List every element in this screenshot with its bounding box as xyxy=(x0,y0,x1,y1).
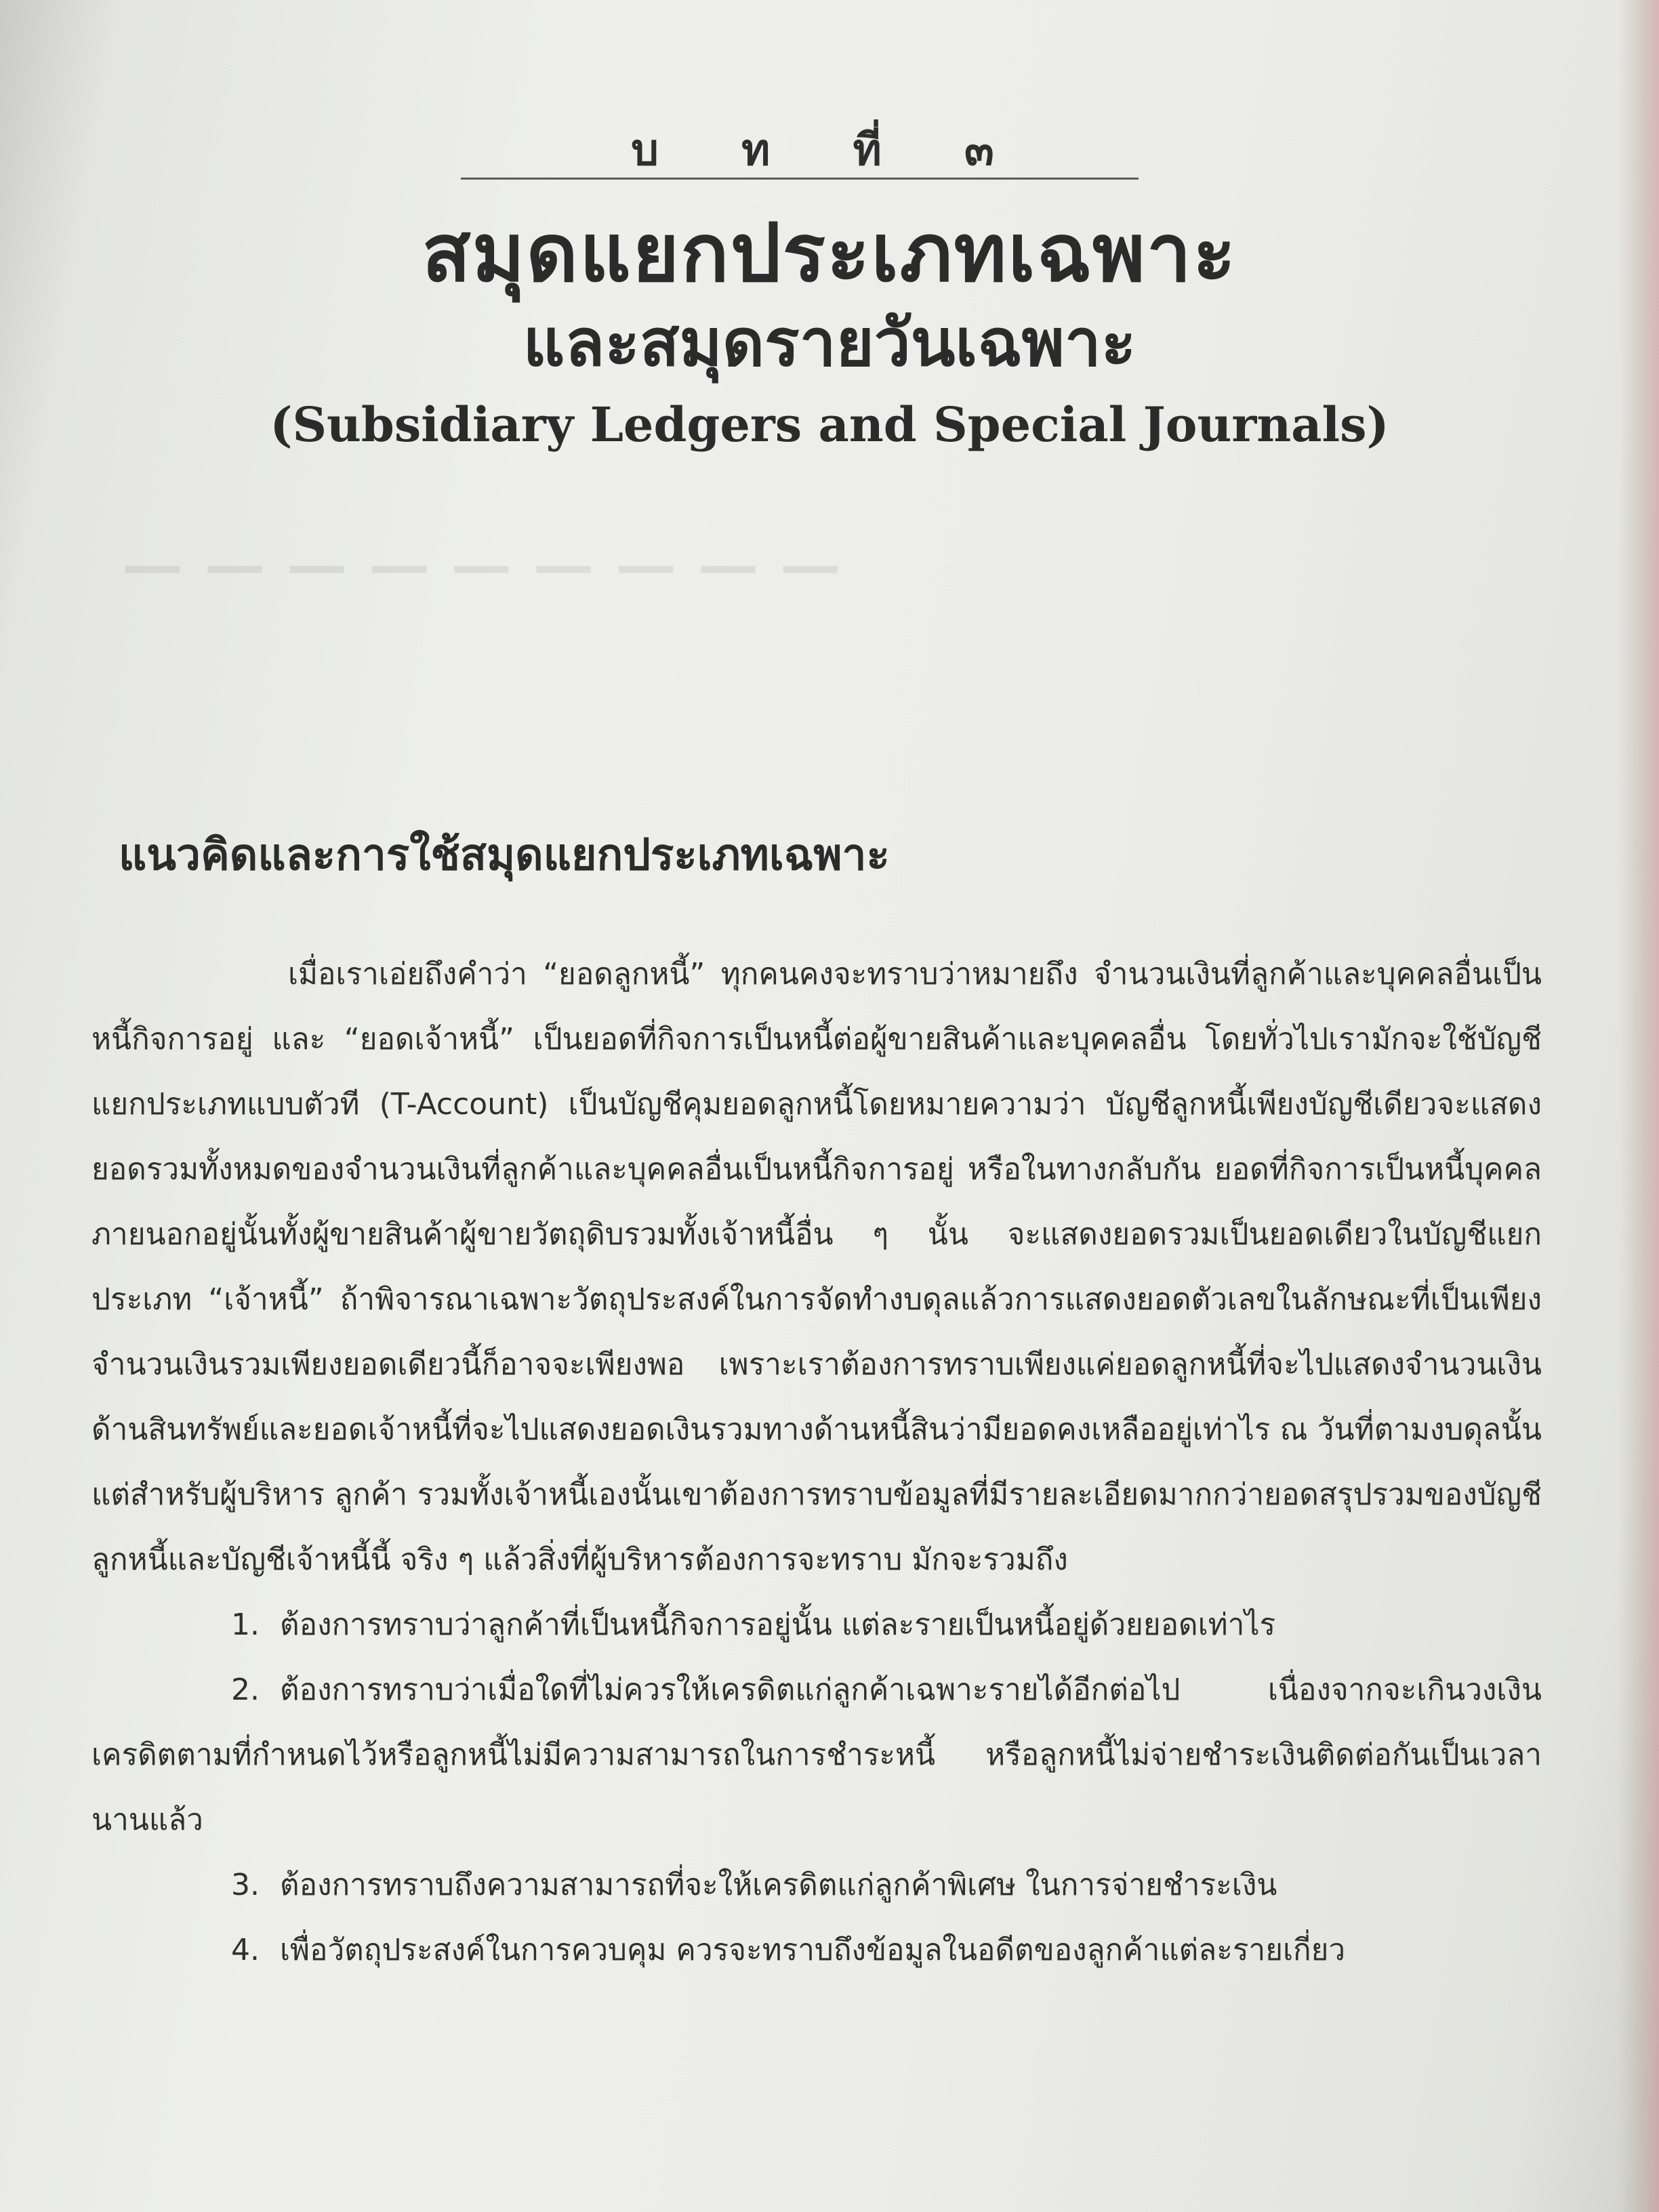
chapter-title-english: (Subsidiary Ledgers and Special Journals) xyxy=(270,396,1389,453)
body-paragraph: เมื่อเราเอ่ยถึงคำว่า “ยอดลูกหนี้” ทุกคนคงจะทราบว่าหมายถึง จำนวนเงินที่ลูกค้าและบุคคลอื่นเป็นหนี้กิจการอยู่ และ “ยอดเจ้าหนี้” เป็นยอดที่กิจการเป็นหนี้ต่อผู้ขายสินค้าและบุคคลอื่น โดยทั่วไปเรามักจะใช้บัญชีแยกประเภทแบบตัวที (T-Account) เป็นบัญชีคุมยอดลูกหนี้โดยหมายความว่า บัญชีลูกหนี้เพียงบัญชีเดียวจะแสดงยอดรวมทั้งหมดของจำนวนเงินที่ลูกค้าและบุคคลอื่นเป็นหนี้กิจการอยู่ หรือในทางกลับกัน ยอดที่กิจการเป็นหนี้บุคคลภายนอกอยู่นั้นทั้งผู้ขายสินค้าผู้ขายวัตถุดิบรวมทั้งเจ้าหนี้อื่น ๆ นั้น จะแสดงยอดรวมเป็นยอดเดียวในบัญชีแยกประเภท “เจ้าหนี้” ถ้าพิจารณาเฉพาะวัตถุประสงค์ในการจัดทำงบดุลแล้วการแสดงยอดตัวเลขในลักษณะที่เป็นเพียงจำนวนเงินรวมเพียงยอดเดียวนี้ก็อาจจะเพียงพอ เพราะเราต้องการทราบเพียงแค่ยอดลูกหนี้ที่จะไปแสดงจำนวนเงินด้านสินทรัพย์และยอดเจ้าหนี้ที่จะไปแสดงยอดเงินรวมทางด้านหนี้สินว่ามียอดคงเหลืออยู่เท่าไร ณ วันที่ตามงบดุลนั้น แต่สำหรับผู้บริหาร ลูกค้า รวมทั้งเจ้าหนี้เองนั้นเขาต้องการทราบข้อมูลที่มีรายละเอียดมากกว่ายอดสรุปรวมของบัญชีลูกหนี้และบัญชีเจ้าหนี้นี้ จริง ๆ แล้วสิ่งที่ผู้บริหารต้องการจะทราบ มักจะรวมถึง xyxy=(91,957,1542,1577)
list-number: 1. xyxy=(231,1607,260,1642)
list-item xyxy=(91,1593,1542,1658)
numbered-list xyxy=(91,1593,1542,1983)
list-number: 4. xyxy=(231,1933,260,1967)
body-text xyxy=(91,942,1542,1983)
show-through-heading: — — — — — — — — — xyxy=(122,529,841,600)
list-item xyxy=(91,1853,1542,1918)
section-heading: แนวคิดและการใช้สมุดแยกประเภทเฉพาะ xyxy=(119,830,890,880)
chapter-rule xyxy=(461,178,1139,180)
list-text: ต้องการทราบว่าเมื่อใดที่ไม่ควรให้เครดิตแก่ลูกค้าเฉพาะรายได้อีกต่อไป เนื่องจากจะเกินวงเงินเครดิตตามที่กำหนดไว้หรือลูกหนี้ไม่มีความสามารถในการชำระหนี้ หรือลูกหนี้ไม่จ่ายชำระเงินติดต่อกันเป็นเวลานานแล้ว xyxy=(91,1673,1542,1837)
list-text: เพื่อวัตถุประสงค์ในการควบคุม ควรจะทราบถึงข้อมูลในอดีตของลูกค้าแต่ละรายเกี่ยว xyxy=(280,1933,1346,1967)
chapter-title-line1: สมุดแยกประเภทเฉพาะ xyxy=(422,205,1237,300)
chapter-title-line2: และสมุดรายวันเฉพาะ xyxy=(523,304,1136,381)
list-text: ต้องการทราบว่าลูกค้าที่เป็นหนี้กิจการอยู่นั้น แต่ละรายเป็นหนี้อยู่ด้วยยอดเท่าไร xyxy=(280,1607,1276,1642)
list-number: 3. xyxy=(231,1868,260,1902)
chapter-label: บ ท ที่ ๓ xyxy=(631,125,1028,176)
list-number: 2. xyxy=(231,1673,260,1707)
list-item xyxy=(91,1658,1542,1853)
list-item xyxy=(91,1918,1542,1983)
list-text: ต้องการทราบถึงความสามารถที่จะให้เครดิตแก่ลูกค้าพิเศษ ในการจ่ายชำระเงิน xyxy=(280,1868,1277,1902)
